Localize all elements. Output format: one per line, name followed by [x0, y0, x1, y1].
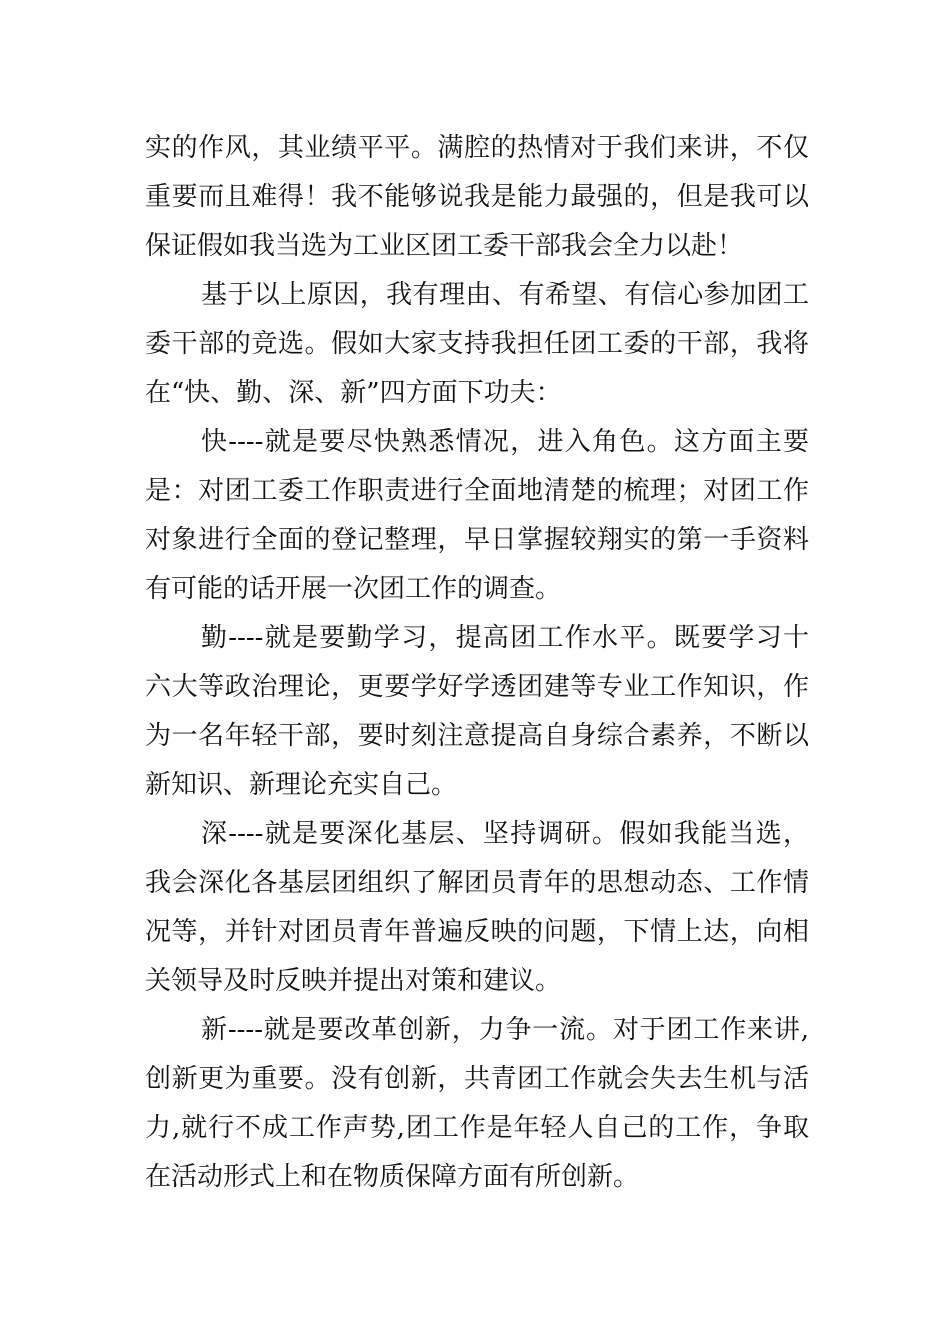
- text-line: 重要而且难得！我不能够说我是能力最强的，但是我可以: [145, 182, 809, 212]
- text-line: 保证假如我当选为工业区团工委干部我会全力以赴！: [145, 231, 744, 261]
- text-line: 创新更为重要。没有创新，共青团工作就会失去生机与活: [145, 1064, 809, 1094]
- paragraph-2: [145, 271, 809, 418]
- text-line: 勤----就是要勤学习，提高团工作水平。既要学习十: [201, 623, 809, 653]
- text-line: 六大等政治理论，更要学好学透团建等专业工作知识，作: [145, 672, 809, 702]
- paragraph-1: [145, 124, 809, 271]
- text-line: 基于以上原因，我有理由、有希望、有信心参加团工: [201, 280, 809, 310]
- paragraph-5: [145, 810, 809, 1006]
- text-line: 对象进行全面的登记整理，早日掌握较翔实的第一手资料: [145, 525, 809, 555]
- text-line: 是：对团工委工作职责进行全面地清楚的梳理；对团工作: [145, 476, 809, 506]
- text-line: 在“快、勤、深、新”四方面下功夫：: [145, 378, 562, 408]
- text-line: 委干部的竞选。假如大家支持我担任团工委的干部，我将: [145, 329, 809, 359]
- text-line: 快----就是要尽快熟悉情况，进入角色。这方面主要: [201, 427, 809, 457]
- text-line: 我会深化各基层团组织了解团员青年的思想动态、工作情: [145, 868, 809, 898]
- text-line: 新----就是要改革创新，力争一流。对于团工作来讲,: [201, 1015, 809, 1045]
- paragraph-4: [145, 614, 809, 810]
- document-body: [145, 124, 809, 1202]
- text-line: 在活动形式上和在物质保障方面有所创新。: [145, 1162, 640, 1192]
- text-line: 况等，并针对团员青年普遍反映的问题，下情上达，向相: [145, 917, 809, 947]
- text-line: 新知识、新理论充实自己。: [145, 770, 458, 800]
- paragraph-6: [145, 1006, 809, 1202]
- text-line: 力,就行不成工作声势,团工作是年轻人自己的工作，争取: [145, 1113, 809, 1143]
- text-line: 关领导及时反映并提出对策和建议。: [145, 966, 562, 996]
- paragraph-3: [145, 418, 809, 614]
- text-line: 深----就是要深化基层、坚持调研。假如我能当选，: [201, 819, 809, 849]
- text-line: 实的作风，其业绩平平。满腔的热情对于我们来讲，不仅: [145, 133, 809, 163]
- text-line: 有可能的话开展一次团工作的调查。: [145, 574, 562, 604]
- text-line: 为一名年轻干部，要时刻注意提高自身综合素养，不断以: [145, 721, 809, 751]
